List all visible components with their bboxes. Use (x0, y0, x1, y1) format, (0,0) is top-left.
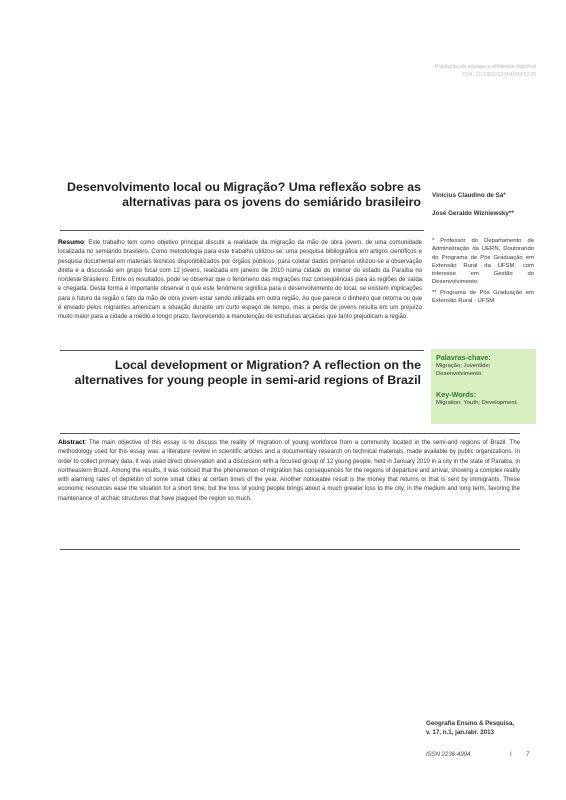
keywords-pt-label: Palavras-chave: (436, 353, 491, 362)
divider-top (60, 230, 424, 231)
keywords-en-label: Key-Words: (436, 390, 477, 399)
abstract-en-label: Abstract (58, 439, 85, 446)
author-note-2: ** Programa de Pós Graduação em Extensão Rural - UFSM (432, 290, 534, 305)
abstract-english (58, 438, 520, 504)
divider-middle (60, 350, 424, 351)
issn-label: ISSN 2236-4994 (426, 752, 471, 758)
divider-lower (60, 433, 520, 434)
abstract-en-text: : The main objective of this essay is to discuss the reality of migration of young workforce from a community located in the semi-arid regions of Brazil. The methodology used for this essay was: a literature review in scientific articles and a documentary research on technical materials, made available by public organizations. In order to collect primary data, it was used direct observation and a discussion with a focused group of 12 young people, held in January 2010 in a city in the state of Paraiba, in northeastern Brazil. Among the results, it was noticed that the phenomenon of migration has consequences for the regions of departure and arrival, showing a complex reality with alarming rates of depletion of some small cities at certain times of the year. Another noticeable result is the money that returns or that is sent by immigrants. These economic resources ease the situation for a short time, but the loss of young people brings about a much greater loss to the city, in the medium and long term, favoring the maintenance of archaic structures that have plagued the region so much. (58, 440, 520, 502)
title-portuguese: Desenvolvimento local ou Migração? Uma reflexão sobre as alternativas para os jovens do semiárido brasileiro (67, 180, 421, 209)
journal-volume: v. 17, n.1, jan./abr. 2013 (426, 729, 494, 736)
abstract-portuguese (58, 238, 422, 323)
footer-separator: I (510, 752, 512, 758)
journal-citation (426, 719, 514, 737)
keywords-pt-text: Migração; Juventide; Desenvolvimento. (436, 363, 491, 378)
author-note-1: * Professor do Departamento de Administração da UERN, Doutorando do Programa de Pós Graduação em Extensão Rural da UFSM, com interesse em Gestão do Desenvolvimento. (432, 238, 534, 286)
keywords-en-text: Migration; Youth; Development. (436, 400, 518, 406)
divider-bottom (60, 549, 520, 550)
abstract-pt-label: Resumo (58, 239, 85, 246)
author-1: Vinícius Claudino de Sá* (432, 192, 506, 199)
section-label: Produção do espaço e dinâmica regional (434, 64, 536, 70)
journal-name: Geografia Ensino & Pesquisa, (426, 720, 515, 727)
title-english: Local development or Migration? A reflection on the alternatives for young people in semi-arid regions of Brazil (74, 358, 421, 387)
doi-label: DOI: 10.5902/22364994/5735 (462, 72, 536, 78)
page-number: 7 (526, 752, 530, 758)
author-2: José Geraldo Wizniewsky** (432, 210, 514, 217)
abstract-pt-text: : Este trabalho tem como objetivo principal discutir a realidade da migração da mão de obra jovem, de uma comunidade localizada no semiárido brasileiro. Como metodologia para este trabalho utilizou-se: uma pesquisa bibliográfica em artigos científicos e pesquisa documental em materiais técnicos disponibilizados por órgãos públicos, para coletar dados primários utilizou-se a observação direta e a discussão em grupo focal com 12 jovens, realizada em janeiro de 2010 numa cidade do interior do estado da Paraíba no nordeste Brasileiro. Entre os resultados, pode se observar que o fenômeno das migrações traz conseqüências para as regiões de saída e chegada. Desta forma é importante observar o que este fenômeno significa para o desenvolvimento do local, se existem implicações para o futuro da região o fato da mão de obra jovem estar sendo utilizada em outra região. Ao que parece o dinheiro que retorna ou que é enviado pelos migrantes amenizam a situação durante um curto espaço de tempo, mas a perda de jovens resulta em um prejuízo muito maior para a cidade a médio e longo prazo, favorecendo a manutenção de estruturas arcaicas que tanto prejudicam a região. (58, 240, 422, 321)
